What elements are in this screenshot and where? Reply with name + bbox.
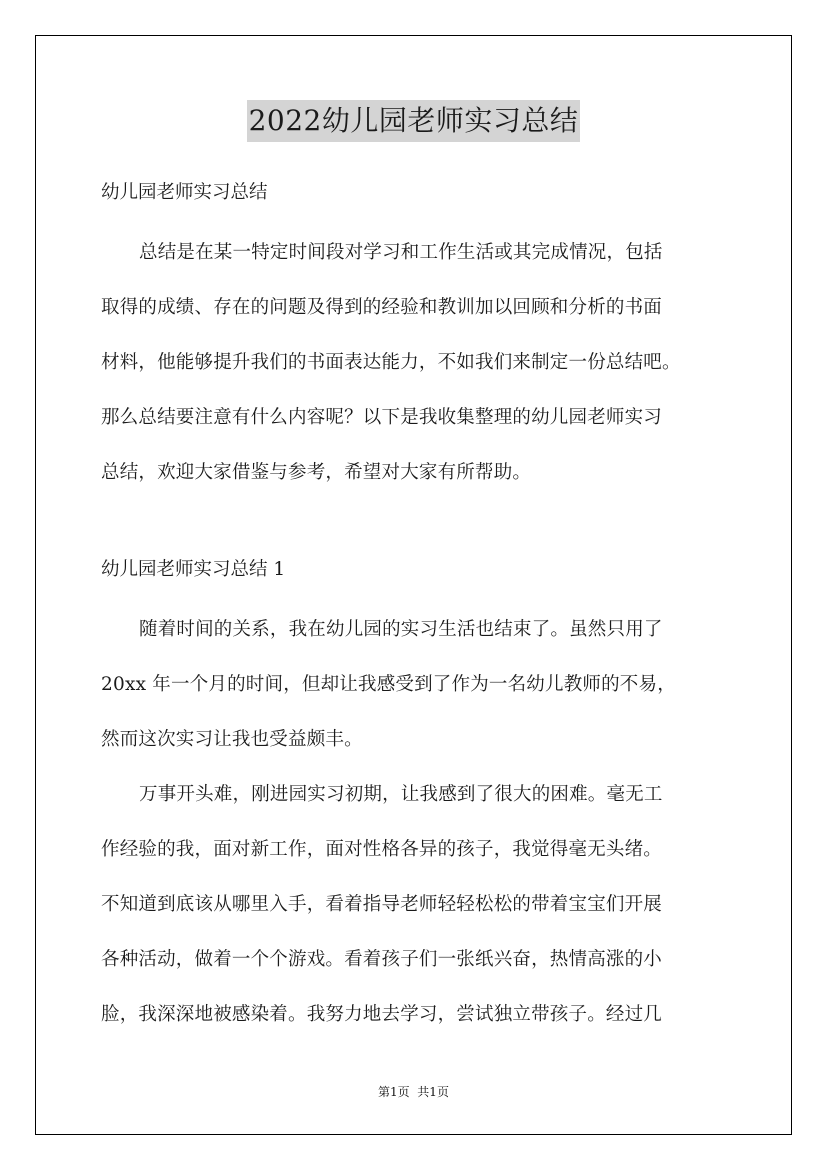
paragraph-1 xyxy=(101,602,741,767)
para1-line-2: 20xx 年一个月的时间，但却让我感受到了作为一名幼儿教师的不易， xyxy=(101,674,676,695)
title-wrap xyxy=(0,100,827,142)
para1-line-3: 然而这次实习让我也受益颇丰。 xyxy=(101,729,363,750)
para2-line-1: 万事开头难，刚进园实习初期，让我感到了很大的困难。毫无工 xyxy=(139,784,663,805)
para1-line-1: 随着时间的关系，我在幼儿园的实习生活也结束了。虽然只用了 xyxy=(139,619,663,640)
para2-line-2: 作经验的我，面对新工作，面对性格各异的孩子，我觉得毫无头绪。 xyxy=(101,839,663,860)
intro-line-1: 总结是在某一特定时间段对学习和工作生活或其完成情况，包括 xyxy=(139,242,663,263)
spacer xyxy=(101,500,741,550)
intro-line-2: 取得的成绩、存在的问题及得到的经验和教训加以回顾和分析的书面 xyxy=(101,297,663,318)
intro-line-4: 那么总结要注意有什么内容呢？以下是我收集整理的幼儿园老师实习 xyxy=(101,407,663,428)
intro-line-5: 总结，欢迎大家借鉴与参考，希望对大家有所帮助。 xyxy=(101,462,532,483)
para2-line-3: 不知道到底该从哪里入手，看着指导老师轻轻松松的带着宝宝们开展 xyxy=(101,894,663,915)
spacer xyxy=(101,213,741,225)
subheading-summary: 幼儿园老师实习总结 xyxy=(101,182,268,203)
page-number-footer: 第1页 共1页 xyxy=(378,1085,449,1099)
paragraph-2 xyxy=(101,767,741,1042)
subheading-summary-1: 幼儿园老师实习总结 1 xyxy=(101,559,286,580)
para2-line-4: 各种活动，做着一个个游戏。看着孩子们一张纸兴奋，热情高涨的小 xyxy=(101,949,663,970)
document-title: 2022幼儿园老师实习总结 xyxy=(247,100,581,142)
spacer xyxy=(101,590,741,602)
document-body xyxy=(101,173,741,1042)
intro-paragraph xyxy=(101,225,741,500)
para2-line-5: 脸，我深深地被感染着。我努力地去学习，尝试独立带孩子。经过几 xyxy=(101,1004,663,1025)
intro-line-3: 材料，他能够提升我们的书面表达能力，不如我们来制定一份总结吧。 xyxy=(101,352,681,373)
